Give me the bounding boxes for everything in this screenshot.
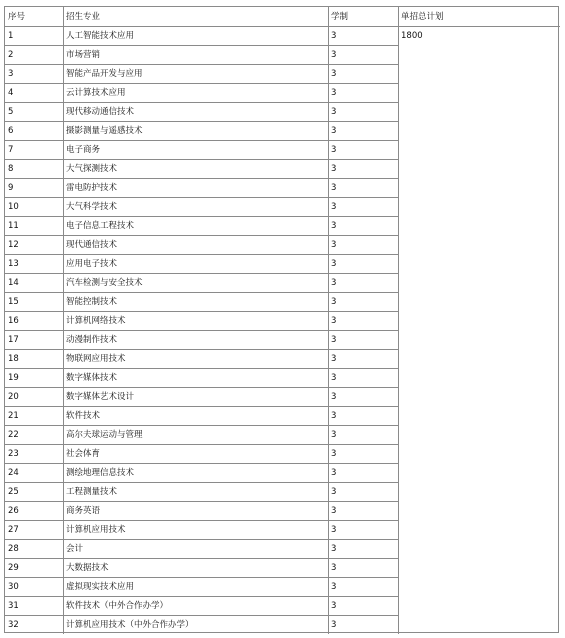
row-divider — [5, 178, 398, 179]
row-duration-cell: 3 — [331, 506, 337, 516]
row-major-cell: 雷电防护技术 — [66, 183, 118, 193]
row-divider — [5, 406, 398, 407]
row-number-cell: 17 — [8, 335, 19, 345]
row-duration-cell: 3 — [331, 183, 337, 193]
row-major-cell: 市场营销 — [66, 50, 101, 60]
row-number-cell: 22 — [8, 430, 19, 440]
row-duration-cell: 3 — [331, 392, 337, 402]
row-divider — [5, 596, 398, 597]
row-duration-cell: 3 — [331, 620, 337, 630]
row-duration-cell: 3 — [331, 468, 337, 478]
row-major-cell: 工程测量技术 — [66, 487, 118, 497]
row-divider — [5, 140, 398, 141]
row-divider — [5, 463, 398, 464]
row-divider — [5, 83, 398, 84]
row-number-cell: 30 — [8, 582, 19, 592]
row-major-cell: 大气科学技术 — [66, 202, 118, 212]
row-number-cell: 31 — [8, 601, 19, 611]
row-major-cell: 商务英语 — [66, 506, 101, 516]
row-duration-cell: 3 — [331, 107, 337, 117]
row-number-cell: 32 — [8, 620, 19, 630]
row-duration-cell: 3 — [331, 221, 337, 231]
row-major-cell: 高尔夫球运动与管理 — [66, 430, 143, 440]
row-major-cell: 计算机应用技术 — [66, 525, 126, 535]
row-major-cell: 数字媒体艺术设计 — [66, 392, 135, 402]
row-duration-cell: 3 — [331, 69, 337, 79]
row-number-cell: 19 — [8, 373, 19, 383]
row-number-cell: 5 — [8, 107, 14, 117]
row-number-cell: 29 — [8, 563, 19, 573]
row-divider — [5, 501, 398, 502]
header-cell-plan: 单招总计划 — [401, 12, 444, 22]
row-duration-cell: 3 — [331, 487, 337, 497]
row-duration-cell: 3 — [331, 449, 337, 459]
row-divider — [5, 311, 398, 312]
row-number-cell: 12 — [8, 240, 19, 250]
header-cell-no: 序号 — [8, 12, 26, 22]
row-divider — [5, 216, 398, 217]
row-number-cell: 8 — [8, 164, 14, 174]
row-major-cell: 计算机应用技术（中外合作办学） — [66, 620, 194, 630]
row-duration-cell: 3 — [331, 373, 337, 383]
row-divider — [5, 121, 398, 122]
row-number-cell: 9 — [8, 183, 14, 193]
row-major-cell: 智能产品开发与应用 — [66, 69, 143, 79]
row-number-cell: 18 — [8, 354, 19, 364]
row-number-cell: 10 — [8, 202, 19, 212]
row-divider — [5, 539, 398, 540]
row-duration-cell: 3 — [331, 240, 337, 250]
row-major-cell: 电子商务 — [66, 145, 101, 155]
row-major-cell: 软件技术（中外合作办学） — [66, 601, 169, 611]
row-divider — [5, 558, 398, 559]
row-major-cell: 应用电子技术 — [66, 259, 118, 269]
row-major-cell: 大气探测技术 — [66, 164, 118, 174]
row-number-cell: 6 — [8, 126, 14, 136]
header-cell-major: 招生专业 — [66, 12, 101, 22]
row-number-cell: 1 — [8, 31, 14, 41]
row-duration-cell: 3 — [331, 202, 337, 212]
row-divider — [5, 615, 398, 616]
row-major-cell: 物联网应用技术 — [66, 354, 126, 364]
row-major-cell: 虚拟现实技术应用 — [66, 582, 135, 592]
row-major-cell: 动漫制作技术 — [66, 335, 118, 345]
row-duration-cell: 3 — [331, 335, 337, 345]
row-divider — [5, 349, 398, 350]
row-duration-cell: 3 — [331, 126, 337, 136]
row-number-cell: 14 — [8, 278, 19, 288]
row-divider — [5, 444, 398, 445]
row-duration-cell: 3 — [331, 145, 337, 155]
row-duration-cell: 3 — [331, 88, 337, 98]
row-number-cell: 16 — [8, 316, 19, 326]
row-major-cell: 现代通信技术 — [66, 240, 118, 250]
row-number-cell: 13 — [8, 259, 19, 269]
row-divider — [5, 330, 398, 331]
row-number-cell: 25 — [8, 487, 19, 497]
row-divider — [5, 64, 398, 65]
row-major-cell: 大数据技术 — [66, 563, 109, 573]
row-duration-cell: 3 — [331, 278, 337, 288]
row-duration-cell: 3 — [331, 354, 337, 364]
row-duration-cell: 3 — [331, 430, 337, 440]
row-duration-cell: 3 — [331, 50, 337, 60]
row-number-cell: 24 — [8, 468, 19, 478]
row-number-cell: 23 — [8, 449, 19, 459]
row-duration-cell: 3 — [331, 601, 337, 611]
row-divider — [5, 159, 398, 160]
row-divider — [5, 482, 398, 483]
row-divider — [398, 26, 560, 27]
total-plan-cell: 1800 — [401, 31, 423, 41]
row-duration-cell: 3 — [331, 525, 337, 535]
row-major-cell: 汽车检测与安全技术 — [66, 278, 143, 288]
column-divider — [398, 7, 399, 634]
row-divider — [5, 235, 398, 236]
row-number-cell: 11 — [8, 221, 19, 231]
row-number-cell: 15 — [8, 297, 19, 307]
row-divider — [5, 387, 398, 388]
row-major-cell: 电子信息工程技术 — [66, 221, 135, 231]
row-duration-cell: 3 — [331, 544, 337, 554]
row-divider — [5, 425, 398, 426]
row-number-cell: 2 — [8, 50, 14, 60]
row-number-cell: 3 — [8, 69, 14, 79]
row-divider — [5, 292, 398, 293]
row-divider — [5, 102, 398, 103]
row-number-cell: 28 — [8, 544, 19, 554]
row-divider — [5, 577, 398, 578]
row-major-cell: 摄影测量与遥感技术 — [66, 126, 143, 136]
row-number-cell: 20 — [8, 392, 19, 402]
row-number-cell: 27 — [8, 525, 19, 535]
row-major-cell: 软件技术 — [66, 411, 101, 421]
header-cell-duration: 学制 — [331, 12, 349, 22]
row-duration-cell: 3 — [331, 582, 337, 592]
row-divider — [5, 368, 398, 369]
row-major-cell: 智能控制技术 — [66, 297, 118, 307]
row-major-cell: 人工智能技术应用 — [66, 31, 135, 41]
row-duration-cell: 3 — [331, 411, 337, 421]
row-major-cell: 现代移动通信技术 — [66, 107, 135, 117]
row-major-cell: 测绘地理信息技术 — [66, 468, 135, 478]
row-major-cell: 云计算技术应用 — [66, 88, 126, 98]
row-major-cell: 计算机网络技术 — [66, 316, 126, 326]
row-divider — [5, 520, 398, 521]
row-divider — [5, 254, 398, 255]
row-duration-cell: 3 — [331, 31, 337, 41]
row-duration-cell: 3 — [331, 297, 337, 307]
row-major-cell: 数字媒体技术 — [66, 373, 118, 383]
row-duration-cell: 3 — [331, 563, 337, 573]
row-divider — [5, 197, 398, 198]
row-number-cell: 21 — [8, 411, 19, 421]
row-major-cell: 会计 — [66, 544, 84, 554]
row-divider — [5, 26, 398, 27]
row-duration-cell: 3 — [331, 259, 337, 269]
row-number-cell: 7 — [8, 145, 14, 155]
row-number-cell: 4 — [8, 88, 14, 98]
row-major-cell: 社会体育 — [66, 449, 101, 459]
row-divider — [5, 273, 398, 274]
row-duration-cell: 3 — [331, 164, 337, 174]
row-number-cell: 26 — [8, 506, 19, 516]
row-divider — [5, 45, 398, 46]
row-duration-cell: 3 — [331, 316, 337, 326]
enrollment-table — [4, 6, 559, 633]
